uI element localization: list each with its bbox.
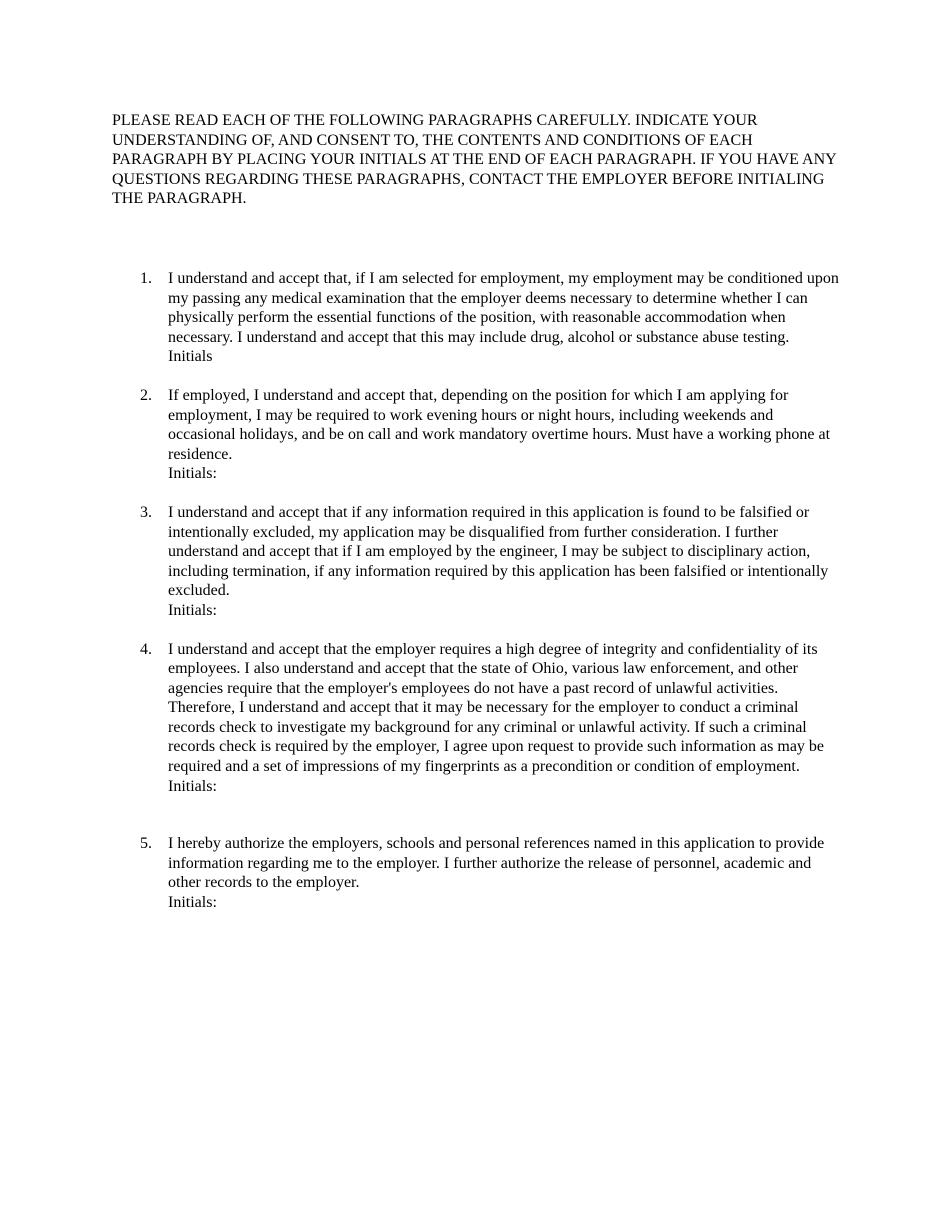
item-text: If employed, I understand and accept that, depending on the position for which I am applying for employment, I may be required to work evening hours or night hours, including weekends and occasional holidays, and be on call and work mandatory overtime hours. Must have a working phone at residence. [168, 386, 831, 463]
item-number: 1. [140, 270, 152, 287]
item-number: 2. [140, 386, 152, 404]
item-number: 5. [140, 835, 152, 853]
consent-paragraph-list [112, 269, 842, 913]
initials-label: Initials [168, 348, 213, 366]
item-text: I understand and accept that, if I am selected for employment, my employment may be conditioned upon my passing any medical examination that the employer deems necessary to determine whether I can physically perform the essential functions of the position, with reasonable accommodation when necessary. I understand and accept that this may include drug, alcohol or substance abuse testing. [168, 270, 839, 346]
item-text: I understand and accept that if any information required in this application is found to be falsified or intentionally excluded, my application may be disqualified from further consideration. I further understand and accept that if I am employed by the engineer, I may be subject to disciplinary action, including termination, if any information required by this application has been falsified or intentionally excluded. [168, 503, 829, 600]
consent-item-criminal-records-check [112, 640, 842, 797]
initials-label: Initials: [168, 777, 217, 795]
item-number: 3. [140, 503, 152, 521]
consent-item-medical-examination [112, 269, 842, 367]
item-number: 4. [140, 640, 152, 658]
consent-item-release-of-records [112, 834, 842, 912]
initials-label: Initials: [168, 601, 217, 619]
instructions-paragraph: PLEASE READ EACH OF THE FOLLOWING PARAGRAPHS CAREFULLY. INDICATE YOUR UNDERSTANDING OF, AND CONSENT TO, THE CONTENTS AND CONDITIONS OF EACH PARAGRAPH BY PLACING YOUR INITIALS AT THE END OF EACH PARAGRAPH. IF YOU HAVE ANY QUESTIONS REGARDING THESE PARAGRAPHS, CONTACT THE EMPLOYER BEFORE INITIALING THE PARAGRAPH. [112, 112, 837, 208]
item-text: I understand and accept that the employer requires a high degree of integrity and confidentiality of its employees. I also understand and accept that the state of Ohio, various law enforcement, and other agencies require that the employer's employees do not have a past record of unlawful activities. Therefore, I understand and accept that it may be necessary for the employer to conduct a criminal records check to investigate my background for any criminal or unlawful activity. If such a criminal records check is required by the employer, I agree upon request to provide such information as may be required and a set of impressions of my fingerprints as a precondition or condition of employment. [168, 640, 825, 776]
consent-item-falsified-information [112, 503, 842, 621]
initials-label: Initials: [168, 465, 217, 483]
item-text: I hereby authorize the employers, schools and personal references named in this application to provide information regarding me to the employer. I further authorize the release of personnel, academic and other records to the employer. [168, 835, 825, 892]
initials-label: Initials: [168, 894, 217, 912]
consent-item-work-hours [112, 386, 842, 484]
